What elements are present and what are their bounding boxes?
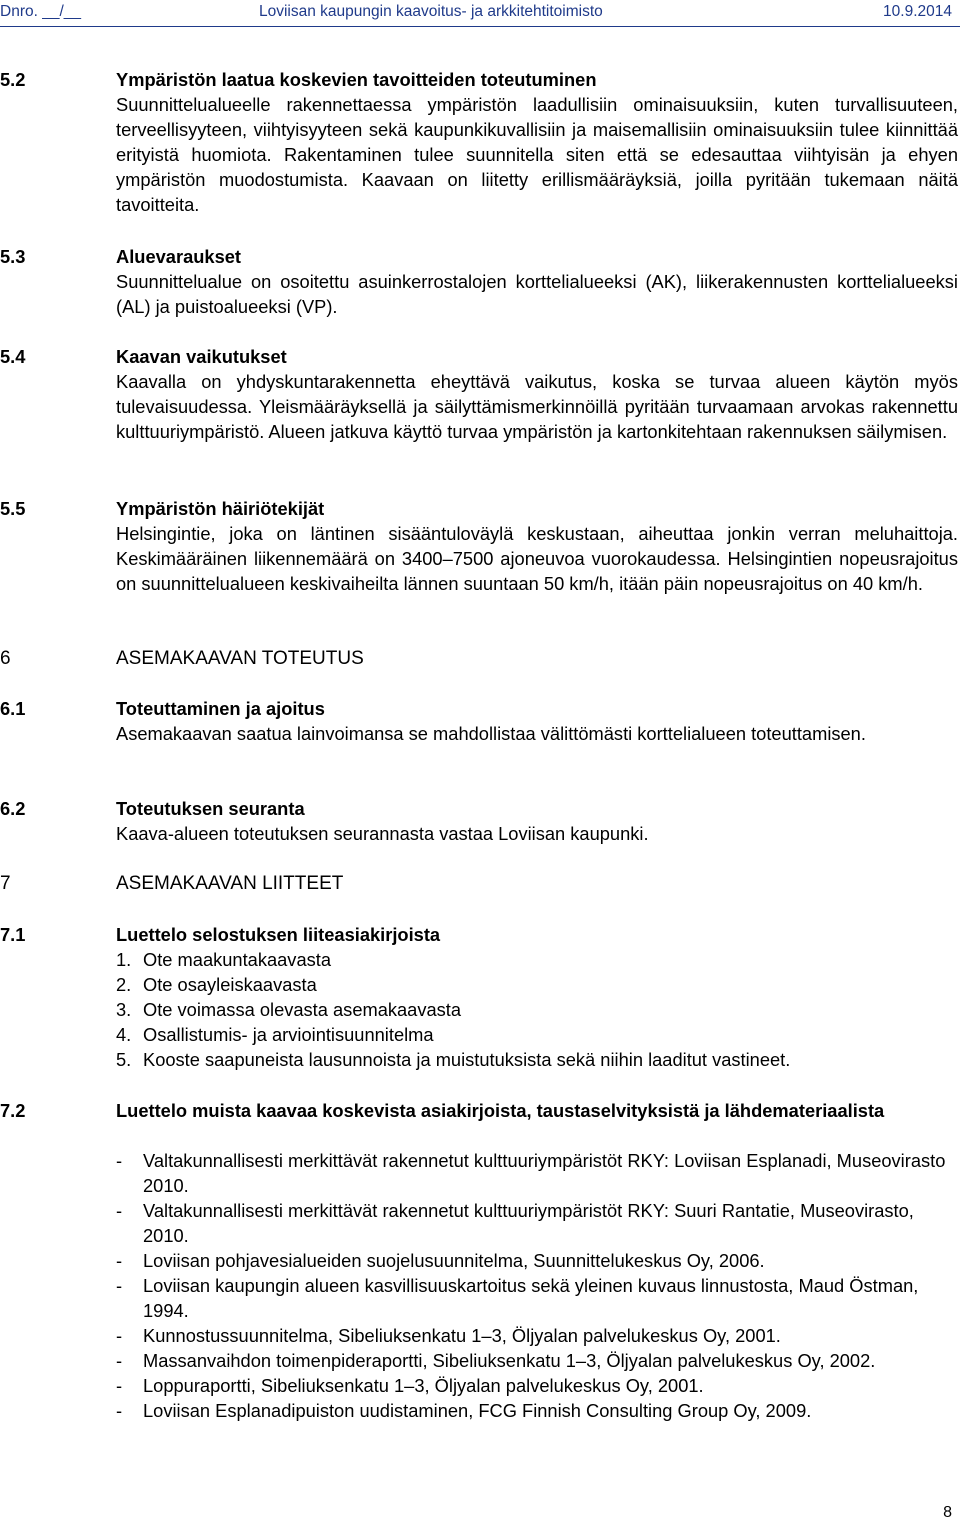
section-number: 6.1 [0, 698, 26, 719]
list-item [116, 1273, 958, 1323]
section-number: 5.4 [0, 346, 26, 367]
section-number: 6.2 [0, 798, 26, 819]
header-date: 10.9.2014 [883, 3, 952, 20]
section-number: 5.2 [0, 69, 26, 90]
list-item [116, 1248, 958, 1273]
list-text: Loviisan Esplanadipuiston uudistaminen, FCG Finnish Consulting Group Oy, 2009. [143, 1400, 812, 1421]
section-body [116, 521, 958, 596]
section-title: Luettelo muista kaavaa koskevista asiakirjoista, taustaselvityksistä ja lähdemateriaalista [116, 1100, 885, 1121]
header-rule [0, 26, 960, 27]
list-item [116, 1198, 958, 1248]
list-marker: 2. [116, 974, 132, 995]
list-item [116, 972, 958, 997]
list-text: Massanvaihdon toimenpideraportti, Sibeliuksenkatu 1–3, Öljyalan palvelukeskus Oy, 2002. [143, 1350, 876, 1371]
section-paragraph: Kaava-alueen toteutuksen seurannasta vastaa Loviisan kaupunki. [116, 823, 649, 844]
section-title: Toteutuksen seuranta [116, 798, 305, 819]
list-marker: - [116, 1325, 123, 1346]
section-title: Ympäristön laatua koskevien tavoitteiden toteutuminen [116, 69, 597, 90]
list-text: Valtakunnallisesti merkittävät rakennetut kulttuuriympäristöt RKY: Suuri Rantatie, Museovirasto, 2010. [143, 1200, 914, 1246]
section-body [116, 92, 958, 217]
section-number: 7.1 [0, 924, 26, 945]
list-item [116, 1022, 958, 1047]
section-number: 5.3 [0, 246, 26, 267]
list-marker: 3. [116, 999, 132, 1020]
list-marker: - [116, 1150, 123, 1171]
list-marker: - [116, 1400, 123, 1421]
list-item [116, 1373, 958, 1398]
page-header [0, 0, 960, 24]
list-marker: 5. [116, 1049, 132, 1070]
section-body [116, 821, 958, 846]
section-title: Kaavan vaikutukset [116, 346, 287, 367]
section-paragraph: Kaavalla on yhdyskuntarakennetta eheyttävä vaikutus, koska se turvaa alueen käytön myös tulevaisuudessa. Yleismääräyksellä ja säilyttämismerkinnöillä pyritään turvaamaan arvokas rakennettu kulttuuriympäristö. Alueen jatkuva käyttö turvaa ympäristön ja kartonkitehtaan rakennuksen säilymisen. [116, 371, 958, 442]
list-item [116, 1047, 958, 1072]
list-item [116, 1398, 958, 1423]
list-item [116, 1348, 958, 1373]
section-number: 5.5 [0, 498, 26, 519]
list-text: Loppuraportti, Sibeliuksenkatu 1–3, Öljyalan palvelukeskus Oy, 2001. [143, 1375, 704, 1396]
chapter-number: 6 [0, 648, 11, 669]
section-title: Luettelo selostuksen liiteasiakirjoista [116, 924, 441, 945]
page-number: 8 [943, 1504, 952, 1521]
attachment-list [116, 947, 958, 1072]
section-body [116, 721, 958, 746]
header-organization: Loviisan kaupungin kaavoitus- ja arkkitehtitoimisto [259, 3, 603, 20]
section-title: Aluevaraukset [116, 246, 241, 267]
section-body [116, 269, 958, 319]
chapter-number: 7 [0, 873, 11, 894]
section-paragraph: Asemakaavan saatua lainvoimansa se mahdollistaa välittömästi korttelialueen toteuttamisen. [116, 723, 866, 744]
section-title: Toteuttaminen ja ajoitus [116, 698, 325, 719]
section-paragraph: Helsingintie, joka on läntinen sisääntuloväylä keskustaan, aiheuttaa jonkin verran meluhaittoja. Keskimääräinen liikennemäärä on 3400–7500 ajoneuvoa vuorokaudessa. Helsingintien nopeusrajoitus on suunnittelualueen keskivaiheilta lännen suuntaan 50 km/h, itään päin nopeusrajoitus on 40 km/h. [116, 523, 958, 594]
list-marker: - [116, 1275, 123, 1296]
list-item [116, 1323, 958, 1348]
list-item [116, 997, 958, 1022]
list-text: Valtakunnallisesti merkittävät rakennetut kulttuuriympäristöt RKY: Loviisan Esplanadi, Museovirasto 2010. [143, 1150, 946, 1196]
list-marker: - [116, 1350, 123, 1371]
chapter-title: ASEMAKAAVAN TOTEUTUS [116, 648, 364, 669]
section-title: Ympäristön häiriötekijät [116, 498, 325, 519]
list-text: Osallistumis- ja arviointisuunnitelma [143, 1024, 434, 1045]
list-marker: 1. [116, 949, 132, 970]
header-dnro: Dnro. __/__ [0, 3, 81, 20]
list-item [116, 1148, 958, 1198]
section-number: 7.2 [0, 1100, 26, 1121]
list-text: Kooste saapuneista lausunnoista ja muistutuksista sekä niihin laaditut vastineet. [143, 1049, 791, 1070]
list-item [116, 947, 958, 972]
list-marker: - [116, 1250, 123, 1271]
list-text: Ote voimassa olevasta asemakaavasta [143, 999, 462, 1020]
list-marker: 4. [116, 1024, 132, 1045]
reference-list [116, 1148, 958, 1423]
list-marker: - [116, 1375, 123, 1396]
chapter-title: ASEMAKAAVAN LIITTEET [116, 873, 344, 894]
list-text: Loviisan pohjavesialueiden suojelusuunnitelma, Suunnittelukeskus Oy, 2006. [143, 1250, 765, 1271]
section-paragraph: Suunnittelualueelle rakennettaessa ympäristön laadullisiin ominaisuuksiin, kuten turvallisuuteen, terveellisyyteen, viihtyisyyteen sekä kaupunkikuvallisiin ja maisemallisiin ominaisuuksiin tulee kiinnittää erityistä huomiota. Rakentaminen tulee suunnitella siten että se edesauttaa viihtyisän ja ehyen ympäristön muodostumista. Kaavaan on liitetty erillismääräyksiä, joilla pyritään tukemaan näitä tavoitteita. [116, 94, 958, 215]
list-marker: - [116, 1200, 123, 1221]
list-text: Ote maakuntakaavasta [143, 949, 331, 970]
list-text: Loviisan kaupungin alueen kasvillisuuskartoitus sekä yleinen kuvaus linnustosta, Maud Östman, 1994. [143, 1275, 919, 1321]
section-paragraph: Suunnittelualue on osoitettu asuinkerrostalojen korttelialueeksi (AK), liikerakennusten korttelialueeksi (AL) ja puistoalueeksi (VP). [116, 271, 958, 317]
list-text: Ote osayleiskaavasta [143, 974, 317, 995]
section-body [116, 369, 958, 444]
list-text: Kunnostussuunnitelma, Sibeliuksenkatu 1–3, Öljyalan palvelukeskus Oy, 2001. [143, 1325, 781, 1346]
